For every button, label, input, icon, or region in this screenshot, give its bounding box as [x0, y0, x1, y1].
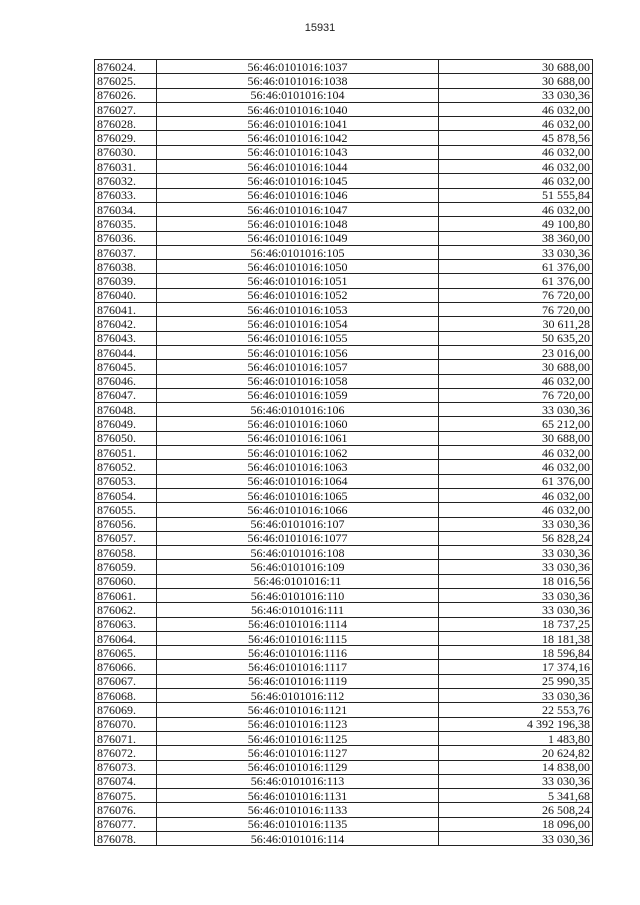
table-row	[95, 703, 593, 717]
table-row	[95, 717, 593, 731]
cadastral-number: 56:46:0101016:1043	[157, 145, 439, 159]
cadastral-number: 56:46:0101016:109	[157, 560, 439, 574]
cadastral-number: 56:46:0101016:1066	[157, 503, 439, 517]
row-number: 876054.	[95, 488, 157, 502]
cadastral-value: 33 030,36	[439, 403, 593, 417]
cadastral-number: 56:46:0101016:1054	[157, 317, 439, 331]
cadastral-number: 56:46:0101016:1041	[157, 117, 439, 131]
row-number: 876058.	[95, 546, 157, 560]
cadastral-number: 56:46:0101016:1040	[157, 102, 439, 116]
cadastral-value: 18 016,56	[439, 574, 593, 588]
row-number: 876053.	[95, 474, 157, 488]
row-number: 876024.	[95, 60, 157, 74]
row-number: 876069.	[95, 703, 157, 717]
row-number: 876068.	[95, 689, 157, 703]
cadastral-number: 56:46:0101016:1056	[157, 345, 439, 359]
table-row	[95, 374, 593, 388]
table-row	[95, 88, 593, 102]
table-row	[95, 303, 593, 317]
table-row	[95, 117, 593, 131]
table-row	[95, 60, 593, 74]
table-row	[95, 231, 593, 245]
cadastral-number: 56:46:0101016:1119	[157, 674, 439, 688]
cadastral-number: 56:46:0101016:1044	[157, 160, 439, 174]
table-row	[95, 631, 593, 645]
table-row	[95, 188, 593, 202]
row-number: 876038.	[95, 260, 157, 274]
cadastral-number: 56:46:0101016:1037	[157, 60, 439, 74]
cadastral-value: 46 032,00	[439, 145, 593, 159]
cadastral-number: 56:46:0101016:104	[157, 88, 439, 102]
table-row	[95, 674, 593, 688]
cadastral-value: 22 553,76	[439, 703, 593, 717]
cadastral-value: 50 635,20	[439, 331, 593, 345]
row-number: 876067.	[95, 674, 157, 688]
cadastral-value: 18 596,84	[439, 646, 593, 660]
table-row	[95, 689, 593, 703]
cadastral-value: 26 508,24	[439, 803, 593, 817]
cadastral-value: 61 376,00	[439, 474, 593, 488]
table-row	[95, 446, 593, 460]
cadastral-number: 56:46:0101016:1052	[157, 288, 439, 302]
row-number: 876076.	[95, 803, 157, 817]
table-row	[95, 288, 593, 302]
row-number: 876040.	[95, 288, 157, 302]
cadastral-number: 56:46:0101016:1125	[157, 731, 439, 745]
table-row	[95, 617, 593, 631]
table-row	[95, 474, 593, 488]
table-row	[95, 503, 593, 517]
cadastral-value: 5 341,68	[439, 789, 593, 803]
table-row	[95, 603, 593, 617]
cadastral-value: 76 720,00	[439, 288, 593, 302]
cadastral-value: 33 030,36	[439, 832, 593, 846]
cadastral-value: 18 181,38	[439, 631, 593, 645]
cadastral-number: 56:46:0101016:1064	[157, 474, 439, 488]
cadastral-value: 46 032,00	[439, 446, 593, 460]
cadastral-value: 49 100,80	[439, 217, 593, 231]
cadastral-value: 46 032,00	[439, 117, 593, 131]
cadastral-number: 56:46:0101016:1048	[157, 217, 439, 231]
table-row	[95, 245, 593, 259]
table-row	[95, 317, 593, 331]
cadastral-number: 56:46:0101016:1131	[157, 789, 439, 803]
table-row	[95, 102, 593, 116]
cadastral-value: 33 030,36	[439, 603, 593, 617]
table-row	[95, 217, 593, 231]
table-row	[95, 817, 593, 831]
table-row	[95, 360, 593, 374]
cadastral-value: 33 030,36	[439, 546, 593, 560]
table-row	[95, 145, 593, 159]
cadastral-value: 76 720,00	[439, 303, 593, 317]
row-number: 876026.	[95, 88, 157, 102]
row-number: 876050.	[95, 431, 157, 445]
cadastral-number: 56:46:0101016:1065	[157, 488, 439, 502]
cadastral-number: 56:46:0101016:106	[157, 403, 439, 417]
row-number: 876065.	[95, 646, 157, 660]
table-row	[95, 260, 593, 274]
cadastral-number: 56:46:0101016:107	[157, 517, 439, 531]
cadastral-number: 56:46:0101016:1062	[157, 446, 439, 460]
row-number: 876044.	[95, 345, 157, 359]
cadastral-value: 65 212,00	[439, 417, 593, 431]
table-row	[95, 202, 593, 216]
table-row	[95, 274, 593, 288]
cadastral-number: 56:46:0101016:1059	[157, 388, 439, 402]
row-number: 876059.	[95, 560, 157, 574]
row-number: 876077.	[95, 817, 157, 831]
cadastral-number: 56:46:0101016:1058	[157, 374, 439, 388]
cadastral-value: 33 030,36	[439, 245, 593, 259]
cadastral-value: 56 828,24	[439, 531, 593, 545]
row-number: 876035.	[95, 217, 157, 231]
row-number: 876046.	[95, 374, 157, 388]
row-number: 876057.	[95, 531, 157, 545]
cadastral-number: 56:46:0101016:114	[157, 832, 439, 846]
cadastral-number: 56:46:0101016:1123	[157, 717, 439, 731]
cadastral-value: 46 032,00	[439, 160, 593, 174]
table-row	[95, 588, 593, 602]
table-row	[95, 660, 593, 674]
row-number: 876049.	[95, 417, 157, 431]
cadastral-value: 30 688,00	[439, 360, 593, 374]
cadastral-value: 18 737,25	[439, 617, 593, 631]
cadastral-number: 56:46:0101016:1063	[157, 460, 439, 474]
cadastral-value: 33 030,36	[439, 517, 593, 531]
cadastral-value: 61 376,00	[439, 260, 593, 274]
cadastral-number: 56:46:0101016:1061	[157, 431, 439, 445]
row-number: 876033.	[95, 188, 157, 202]
cadastral-value: 46 032,00	[439, 174, 593, 188]
cadastral-value: 46 032,00	[439, 202, 593, 216]
cadastral-value: 4 392 196,38	[439, 717, 593, 731]
table-row	[95, 174, 593, 188]
cadastral-number: 56:46:0101016:1053	[157, 303, 439, 317]
table-row	[95, 403, 593, 417]
row-number: 876047.	[95, 388, 157, 402]
row-number: 876070.	[95, 717, 157, 731]
table-row	[95, 832, 593, 846]
row-number: 876075.	[95, 789, 157, 803]
cadastral-number: 56:46:0101016:110	[157, 588, 439, 602]
row-number: 876039.	[95, 274, 157, 288]
cadastral-value: 46 032,00	[439, 488, 593, 502]
table-row	[95, 789, 593, 803]
row-number: 876062.	[95, 603, 157, 617]
cadastral-number: 56:46:0101016:105	[157, 245, 439, 259]
table-row	[95, 803, 593, 817]
row-number: 876051.	[95, 446, 157, 460]
cadastral-value: 46 032,00	[439, 374, 593, 388]
cadastral-value: 51 555,84	[439, 188, 593, 202]
cadastral-number: 56:46:0101016:1038	[157, 74, 439, 88]
cadastral-number: 56:46:0101016:108	[157, 546, 439, 560]
cadastral-number: 56:46:0101016:1050	[157, 260, 439, 274]
row-number: 876048.	[95, 403, 157, 417]
row-number: 876041.	[95, 303, 157, 317]
cadastral-number: 56:46:0101016:1135	[157, 817, 439, 831]
cadastral-value: 20 624,82	[439, 746, 593, 760]
cadastral-number: 56:46:0101016:112	[157, 689, 439, 703]
row-number: 876034.	[95, 202, 157, 216]
row-number: 876061.	[95, 588, 157, 602]
table-row	[95, 546, 593, 560]
cadastral-value: 45 878,56	[439, 131, 593, 145]
cadastral-value: 33 030,36	[439, 689, 593, 703]
cadastral-number: 56:46:0101016:1129	[157, 760, 439, 774]
cadastral-value: 1 483,80	[439, 731, 593, 745]
table-row	[95, 531, 593, 545]
row-number: 876042.	[95, 317, 157, 331]
row-number: 876063.	[95, 617, 157, 631]
cadastral-value: 33 030,36	[439, 560, 593, 574]
cadastral-value: 18 096,00	[439, 817, 593, 831]
cadastral-value: 17 374,16	[439, 660, 593, 674]
table-row	[95, 760, 593, 774]
row-number: 876027.	[95, 102, 157, 116]
cadastral-value: 30 688,00	[439, 74, 593, 88]
table-row	[95, 460, 593, 474]
table-row	[95, 74, 593, 88]
row-number: 876030.	[95, 145, 157, 159]
table-row	[95, 131, 593, 145]
row-number: 876052.	[95, 460, 157, 474]
row-number: 876031.	[95, 160, 157, 174]
cadastral-number: 56:46:0101016:113	[157, 774, 439, 788]
table-row	[95, 746, 593, 760]
cadastral-value: 30 611,28	[439, 317, 593, 331]
row-number: 876036.	[95, 231, 157, 245]
cadastral-value: 14 838,00	[439, 760, 593, 774]
cadastral-number: 56:46:0101016:1045	[157, 174, 439, 188]
row-number: 876056.	[95, 517, 157, 531]
row-number: 876025.	[95, 74, 157, 88]
row-number: 876028.	[95, 117, 157, 131]
cadastral-value: 30 688,00	[439, 431, 593, 445]
cadastral-number: 56:46:0101016:1055	[157, 331, 439, 345]
cadastral-value: 61 376,00	[439, 274, 593, 288]
cadastral-value: 46 032,00	[439, 503, 593, 517]
row-number: 876032.	[95, 174, 157, 188]
cadastral-number: 56:46:0101016:1049	[157, 231, 439, 245]
table-row	[95, 574, 593, 588]
cadastral-number: 56:46:0101016:1047	[157, 202, 439, 216]
table-row	[95, 646, 593, 660]
cadastral-number: 56:46:0101016:1077	[157, 531, 439, 545]
cadastral-value: 46 032,00	[439, 102, 593, 116]
cadastral-number: 56:46:0101016:11	[157, 574, 439, 588]
row-number: 876072.	[95, 746, 157, 760]
row-number: 876074.	[95, 774, 157, 788]
cadastral-value: 33 030,36	[439, 588, 593, 602]
row-number: 876071.	[95, 731, 157, 745]
row-number: 876055.	[95, 503, 157, 517]
row-number: 876060.	[95, 574, 157, 588]
cadastral-value: 46 032,00	[439, 460, 593, 474]
cadastral-value: 33 030,36	[439, 774, 593, 788]
row-number: 876066.	[95, 660, 157, 674]
table-row	[95, 517, 593, 531]
cadastral-value: 30 688,00	[439, 60, 593, 74]
registry-table	[94, 59, 593, 846]
cadastral-number: 56:46:0101016:1133	[157, 803, 439, 817]
cadastral-value: 23 016,00	[439, 345, 593, 359]
cadastral-number: 56:46:0101016:1115	[157, 631, 439, 645]
row-number: 876064.	[95, 631, 157, 645]
table-row	[95, 431, 593, 445]
page-number: 15931	[304, 22, 336, 34]
cadastral-number: 56:46:0101016:1051	[157, 274, 439, 288]
row-number: 876037.	[95, 245, 157, 259]
cadastral-number: 56:46:0101016:1046	[157, 188, 439, 202]
table-row	[95, 488, 593, 502]
cadastral-number: 56:46:0101016:1057	[157, 360, 439, 374]
cadastral-value: 38 360,00	[439, 231, 593, 245]
table-row	[95, 388, 593, 402]
cadastral-number: 56:46:0101016:1116	[157, 646, 439, 660]
table-row	[95, 160, 593, 174]
row-number: 876073.	[95, 760, 157, 774]
cadastral-number: 56:46:0101016:1127	[157, 746, 439, 760]
cadastral-value: 25 990,35	[439, 674, 593, 688]
row-number: 876078.	[95, 832, 157, 846]
table-row	[95, 731, 593, 745]
cadastral-value: 76 720,00	[439, 388, 593, 402]
table-row	[95, 774, 593, 788]
cadastral-number: 56:46:0101016:1121	[157, 703, 439, 717]
row-number: 876043.	[95, 331, 157, 345]
row-number: 876029.	[95, 131, 157, 145]
cadastral-number: 56:46:0101016:1117	[157, 660, 439, 674]
table-row	[95, 331, 593, 345]
cadastral-number: 56:46:0101016:111	[157, 603, 439, 617]
row-number: 876045.	[95, 360, 157, 374]
table-row	[95, 417, 593, 431]
cadastral-number: 56:46:0101016:1114	[157, 617, 439, 631]
cadastral-number: 56:46:0101016:1042	[157, 131, 439, 145]
cadastral-value: 33 030,36	[439, 88, 593, 102]
table-row	[95, 345, 593, 359]
registry-table-body	[95, 60, 593, 846]
cadastral-number: 56:46:0101016:1060	[157, 417, 439, 431]
table-row	[95, 560, 593, 574]
